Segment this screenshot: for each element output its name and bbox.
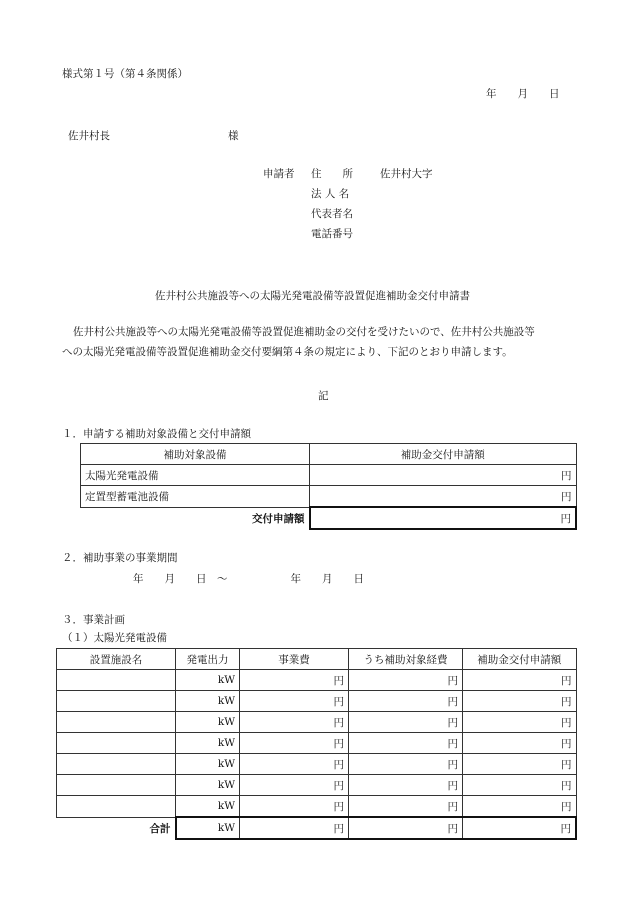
tel-label: 電話番号: [311, 228, 353, 240]
eligible-cost-input[interactable]: 円: [349, 712, 463, 733]
table-row: [57, 712, 577, 733]
output-input[interactable]: kW: [176, 712, 240, 733]
grant-amount-input[interactable]: 円: [463, 670, 577, 691]
representative-label: 代表者名: [311, 208, 353, 220]
amount-input[interactable]: 円: [310, 465, 577, 486]
output-input[interactable]: kW: [176, 754, 240, 775]
eligible-cost-input[interactable]: 円: [349, 796, 463, 818]
body-text-line1: 佐井村公共施設等への太陽光発電設備等設置促進補助金の交付を受けたいので、佐井村公共施設等: [73, 326, 535, 338]
table-row: [57, 796, 577, 818]
output-input[interactable]: kW: [176, 796, 240, 818]
project-period: 年 月 日 ～ 年 月 日: [133, 573, 364, 585]
output-input[interactable]: kW: [176, 733, 240, 754]
cost-input[interactable]: 円: [240, 775, 349, 796]
section1-col-equipment: 補助対象設備: [81, 444, 310, 465]
addressee-honorific: 様: [228, 130, 239, 142]
table-row: [57, 670, 577, 691]
eligible-cost-input[interactable]: 円: [349, 691, 463, 712]
total-label: 交付申請額: [252, 512, 305, 525]
total-amount-input[interactable]: 円: [310, 507, 577, 529]
sum-eligible-cost[interactable]: 円: [349, 817, 463, 839]
table-row: [57, 775, 577, 796]
grant-amount-input[interactable]: 円: [463, 754, 577, 775]
eligible-cost-input[interactable]: 円: [349, 670, 463, 691]
ki-mark: 記: [318, 390, 329, 402]
col-facility: 設置施設名: [57, 649, 176, 670]
cost-input[interactable]: 円: [240, 691, 349, 712]
total-row: [57, 817, 577, 839]
address-value: 佐井村大字: [380, 168, 433, 180]
sum-grant-amount[interactable]: 円: [463, 817, 577, 839]
col-grant-amount: 補助金交付申請額: [463, 649, 577, 670]
cost-input[interactable]: 円: [240, 733, 349, 754]
col-cost: 事業費: [240, 649, 349, 670]
cost-input[interactable]: 円: [240, 754, 349, 775]
grant-amount-input[interactable]: 円: [463, 796, 577, 818]
col-eligible-cost: うち補助対象経費: [349, 649, 463, 670]
date-line: 年 月 日: [486, 88, 560, 100]
eligible-cost-input[interactable]: 円: [349, 733, 463, 754]
facility-name-input[interactable]: [57, 691, 176, 712]
table-row: [57, 691, 577, 712]
section1-col-amount: 補助金交付申請額: [310, 444, 577, 465]
facility-name-input[interactable]: [57, 670, 176, 691]
grant-amount-input[interactable]: 円: [463, 691, 577, 712]
section3-table: [56, 648, 577, 840]
facility-name-input[interactable]: [57, 733, 176, 754]
section2-heading: ２．補助事業の事業期間: [62, 552, 178, 564]
sum-cost[interactable]: 円: [240, 817, 349, 839]
table-row: [81, 465, 577, 486]
cost-input[interactable]: 円: [240, 670, 349, 691]
corp-name-label: 法 人 名: [311, 188, 350, 200]
output-input[interactable]: kW: [176, 670, 240, 691]
cost-input[interactable]: 円: [240, 796, 349, 818]
output-input[interactable]: kW: [176, 775, 240, 796]
grant-amount-input[interactable]: 円: [463, 775, 577, 796]
table-row: [81, 486, 577, 508]
table-row: [57, 733, 577, 754]
grant-amount-input[interactable]: 円: [463, 733, 577, 754]
document-title: 佐井村公共施設等への太陽光発電設備等設置促進補助金交付申請書: [155, 290, 470, 302]
facility-name-input[interactable]: [57, 796, 176, 818]
facility-name-input[interactable]: [57, 712, 176, 733]
body-text-line2: への太陽光発電設備等設置促進補助金交付要綱第４条の規定により、下記のとおり申請します。: [62, 346, 513, 358]
equipment-name: 太陽光発電設備: [81, 465, 310, 486]
eligible-cost-input[interactable]: 円: [349, 775, 463, 796]
section1-heading: １．申請する補助対象設備と交付申請額: [62, 428, 251, 440]
col-output: 発電出力: [176, 649, 240, 670]
sum-label: 合計: [57, 817, 176, 839]
equipment-name: 定置型蓄電池設備: [81, 486, 310, 508]
amount-input[interactable]: 円: [310, 486, 577, 508]
facility-name-input[interactable]: [57, 754, 176, 775]
section3-heading: ３．事業計画: [62, 614, 125, 626]
form-number: 様式第１号（第４条関係）: [62, 68, 188, 80]
facility-name-input[interactable]: [57, 775, 176, 796]
output-input[interactable]: kW: [176, 691, 240, 712]
eligible-cost-input[interactable]: 円: [349, 754, 463, 775]
sum-output[interactable]: kW: [176, 817, 240, 839]
section3-subheading: （１）太陽光発電設備: [62, 632, 167, 644]
section1-table: [80, 443, 577, 530]
addressee-name: 佐井村長: [68, 130, 110, 142]
cost-input[interactable]: 円: [240, 712, 349, 733]
applicant-label: 申請者: [263, 168, 295, 180]
address-label: 住 所: [311, 168, 353, 180]
table-row: [57, 754, 577, 775]
grant-amount-input[interactable]: 円: [463, 712, 577, 733]
